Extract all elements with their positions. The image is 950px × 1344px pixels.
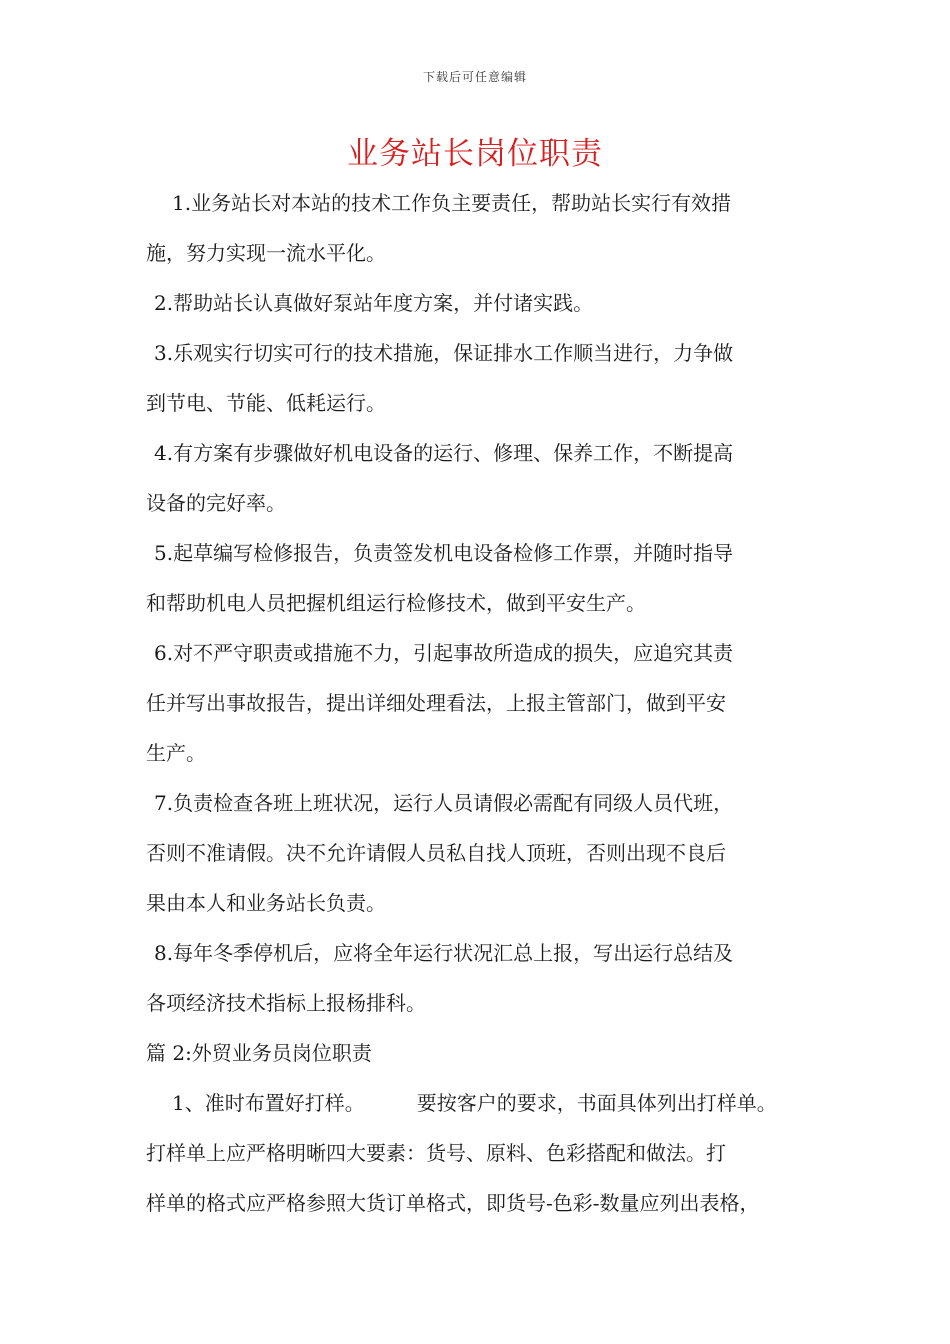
paragraph-line: 任并写出事故报告，提出详细处理看法，上报主管部门，做到平安: [146, 691, 726, 715]
paragraph-line: 否则不准请假。决不允许请假人员私自找人顶班，否则出现不良后: [146, 841, 726, 865]
paragraph-line: 1.业务站长对本站的技术工作负主要责任，帮助站长实行有效措: [172, 191, 732, 215]
paragraph-line: 打样单上应严格明晰四大要素：货号、原料、色彩搭配和做法。打: [146, 1141, 726, 1165]
header-note: 下载后可任意编辑: [422, 70, 527, 84]
section-heading: 篇 2:外贸业务员岗位职责: [146, 1041, 372, 1065]
paragraph-line: 6.对不严守职责或措施不力，引起事故所造成的损失，应追究其责: [154, 641, 734, 665]
paragraph-line: 3.乐观实行切实可行的技术措施，保证排水工作顺当进行，力争做: [154, 341, 734, 365]
paragraph-line: 各项经济技术指标上报杨排科。: [146, 991, 426, 1015]
paragraph-line: 8.每年冬季停机后，应将全年运行状况汇总上报，写出运行总结及: [154, 941, 734, 965]
paragraph-line: 2.帮助站长认真做好泵站年度方案，并付诸实践。: [154, 291, 594, 315]
paragraph-line: 和帮助机电人员把握机组运行检修技术，做到平安生产。: [146, 591, 646, 615]
paragraph-line: 7.负责检查各班上班状况，运行人员请假必需配有同级人员代班，: [154, 791, 734, 815]
paragraph-line: 到节电、节能、低耗运行。: [146, 391, 386, 415]
document-title: 业务站长岗位职责: [347, 136, 603, 172]
paragraph-line: [146, 1078, 826, 1128]
paragraph-line: 生产。: [146, 741, 206, 765]
paragraph-line: 样单的格式应严格参照大货订单格式，即货号-色彩-数量应列出表格，: [146, 1191, 760, 1215]
list-item-text: 要按客户的要求，书面具体列出打样单。: [416, 1091, 777, 1115]
list-item-text: 1、准时布置好打样。: [172, 1091, 365, 1115]
document-body: [146, 178, 826, 1228]
paragraph-line: 5.起草编写检修报告，负责签发机电设备检修工作票，并随时指导: [154, 541, 734, 565]
paragraph-line: 施，努力实现一流水平化。: [146, 241, 386, 265]
paragraph-line: 4.有方案有步骤做好机电设备的运行、修理、保养工作，不断提高: [154, 441, 734, 465]
paragraph-line: 设备的完好率。: [146, 491, 286, 515]
paragraph-line: 果由本人和业务站长负责。: [146, 891, 386, 915]
